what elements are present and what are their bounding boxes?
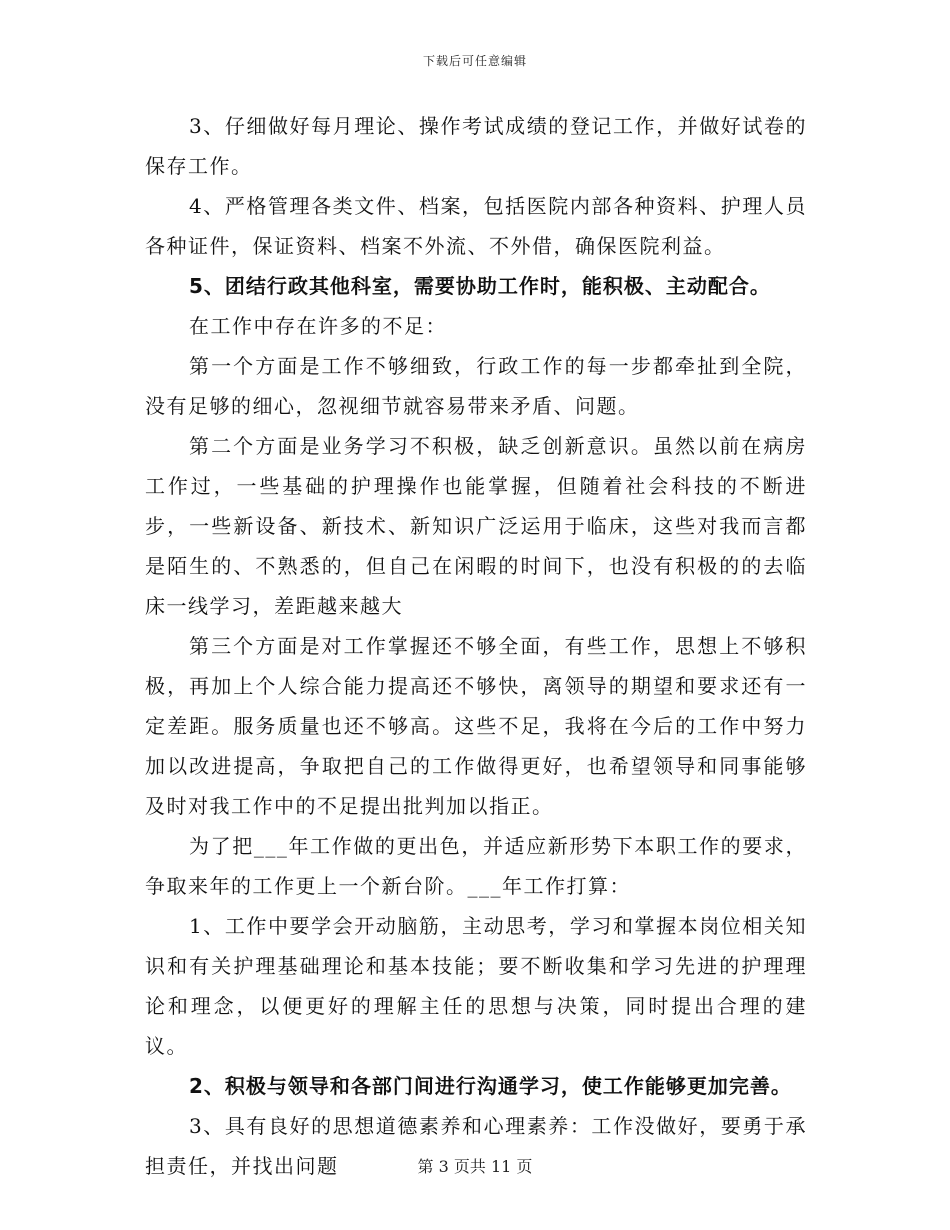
- page-number-footer: 第 3 页共 11 页: [417, 1157, 533, 1176]
- paragraph-plan-3: 3、具有良好的思想道德素养和心理素养：工作没做好，要勇于承担责任，并找出问题: [145, 1114, 807, 1178]
- paragraph-plan-1: 1、工作中要学会开动脑筋，主动思考，学习和掌握本岗位相关知识和有关护理基础理论和基本技能；要不断收集和学习先进的护理理论和理念，以便更好的理解主任的思想与决策，同时提出合理的建议。: [145, 914, 807, 1058]
- paragraph-shortcomings-intro: 在工作中存在许多的不足：: [189, 314, 447, 338]
- paragraph-item-3-record: 3、仔细做好每月理论、操作考试成绩的登记工作，并做好试卷的保存工作。: [145, 114, 807, 178]
- paragraph-plan-2: 2、积极与领导和各部门间进行沟通学习，使工作能够更加完善。: [189, 1074, 792, 1098]
- paragraph-shortcoming-1: 第一个方面是工作不够细致，行政工作的每一步都牵扯到全院，没有足够的细心，忽视细节就容易带来矛盾、问题。: [145, 354, 807, 418]
- paragraph-shortcoming-3: 第三个方面是对工作掌握还不够全面，有些工作，思想上不够积极，再加上个人综合能力提高还不够快，离领导的期望和要求还有一定差距。服务质量也还不够高。这些不足，我将在今后的工作中努力加以改进提高，争取把自己的工作做得更好，也希望领导和同事能够及时对我工作中的不足提出批判加以指正。: [145, 634, 807, 818]
- paragraph-item-5-cooperation: 5、团结行政其他科室，需要协助工作时，能积极、主动配合。: [189, 274, 771, 298]
- document-body: [145, 106, 807, 1186]
- paragraph-item-4-archives: 4、严格管理各类文件、档案，包括医院内部各种资料、护理人员各种证件，保证资料、档案不外流、不外借，确保医院利益。: [145, 194, 807, 258]
- paragraph-plan-intro: 为了把___年工作做的更出色，并适应新形势下本职工作的要求，争取来年的工作更上一个新台阶。___年工作打算：: [145, 834, 807, 898]
- paragraph-shortcoming-2: 第二个方面是业务学习不积极，缺乏创新意识。虽然以前在病房工作过，一些基础的护理操作也能掌握，但随着社会科技的不断进步，一些新设备、新技术、新知识广泛运用于临床，这些对我而言都是陌生的、不熟悉的，但自己在闲暇的时间下，也没有积极的的去临床一线学习，差距越来越大: [145, 434, 807, 618]
- page-header: 下载后可任意编辑: [422, 54, 527, 68]
